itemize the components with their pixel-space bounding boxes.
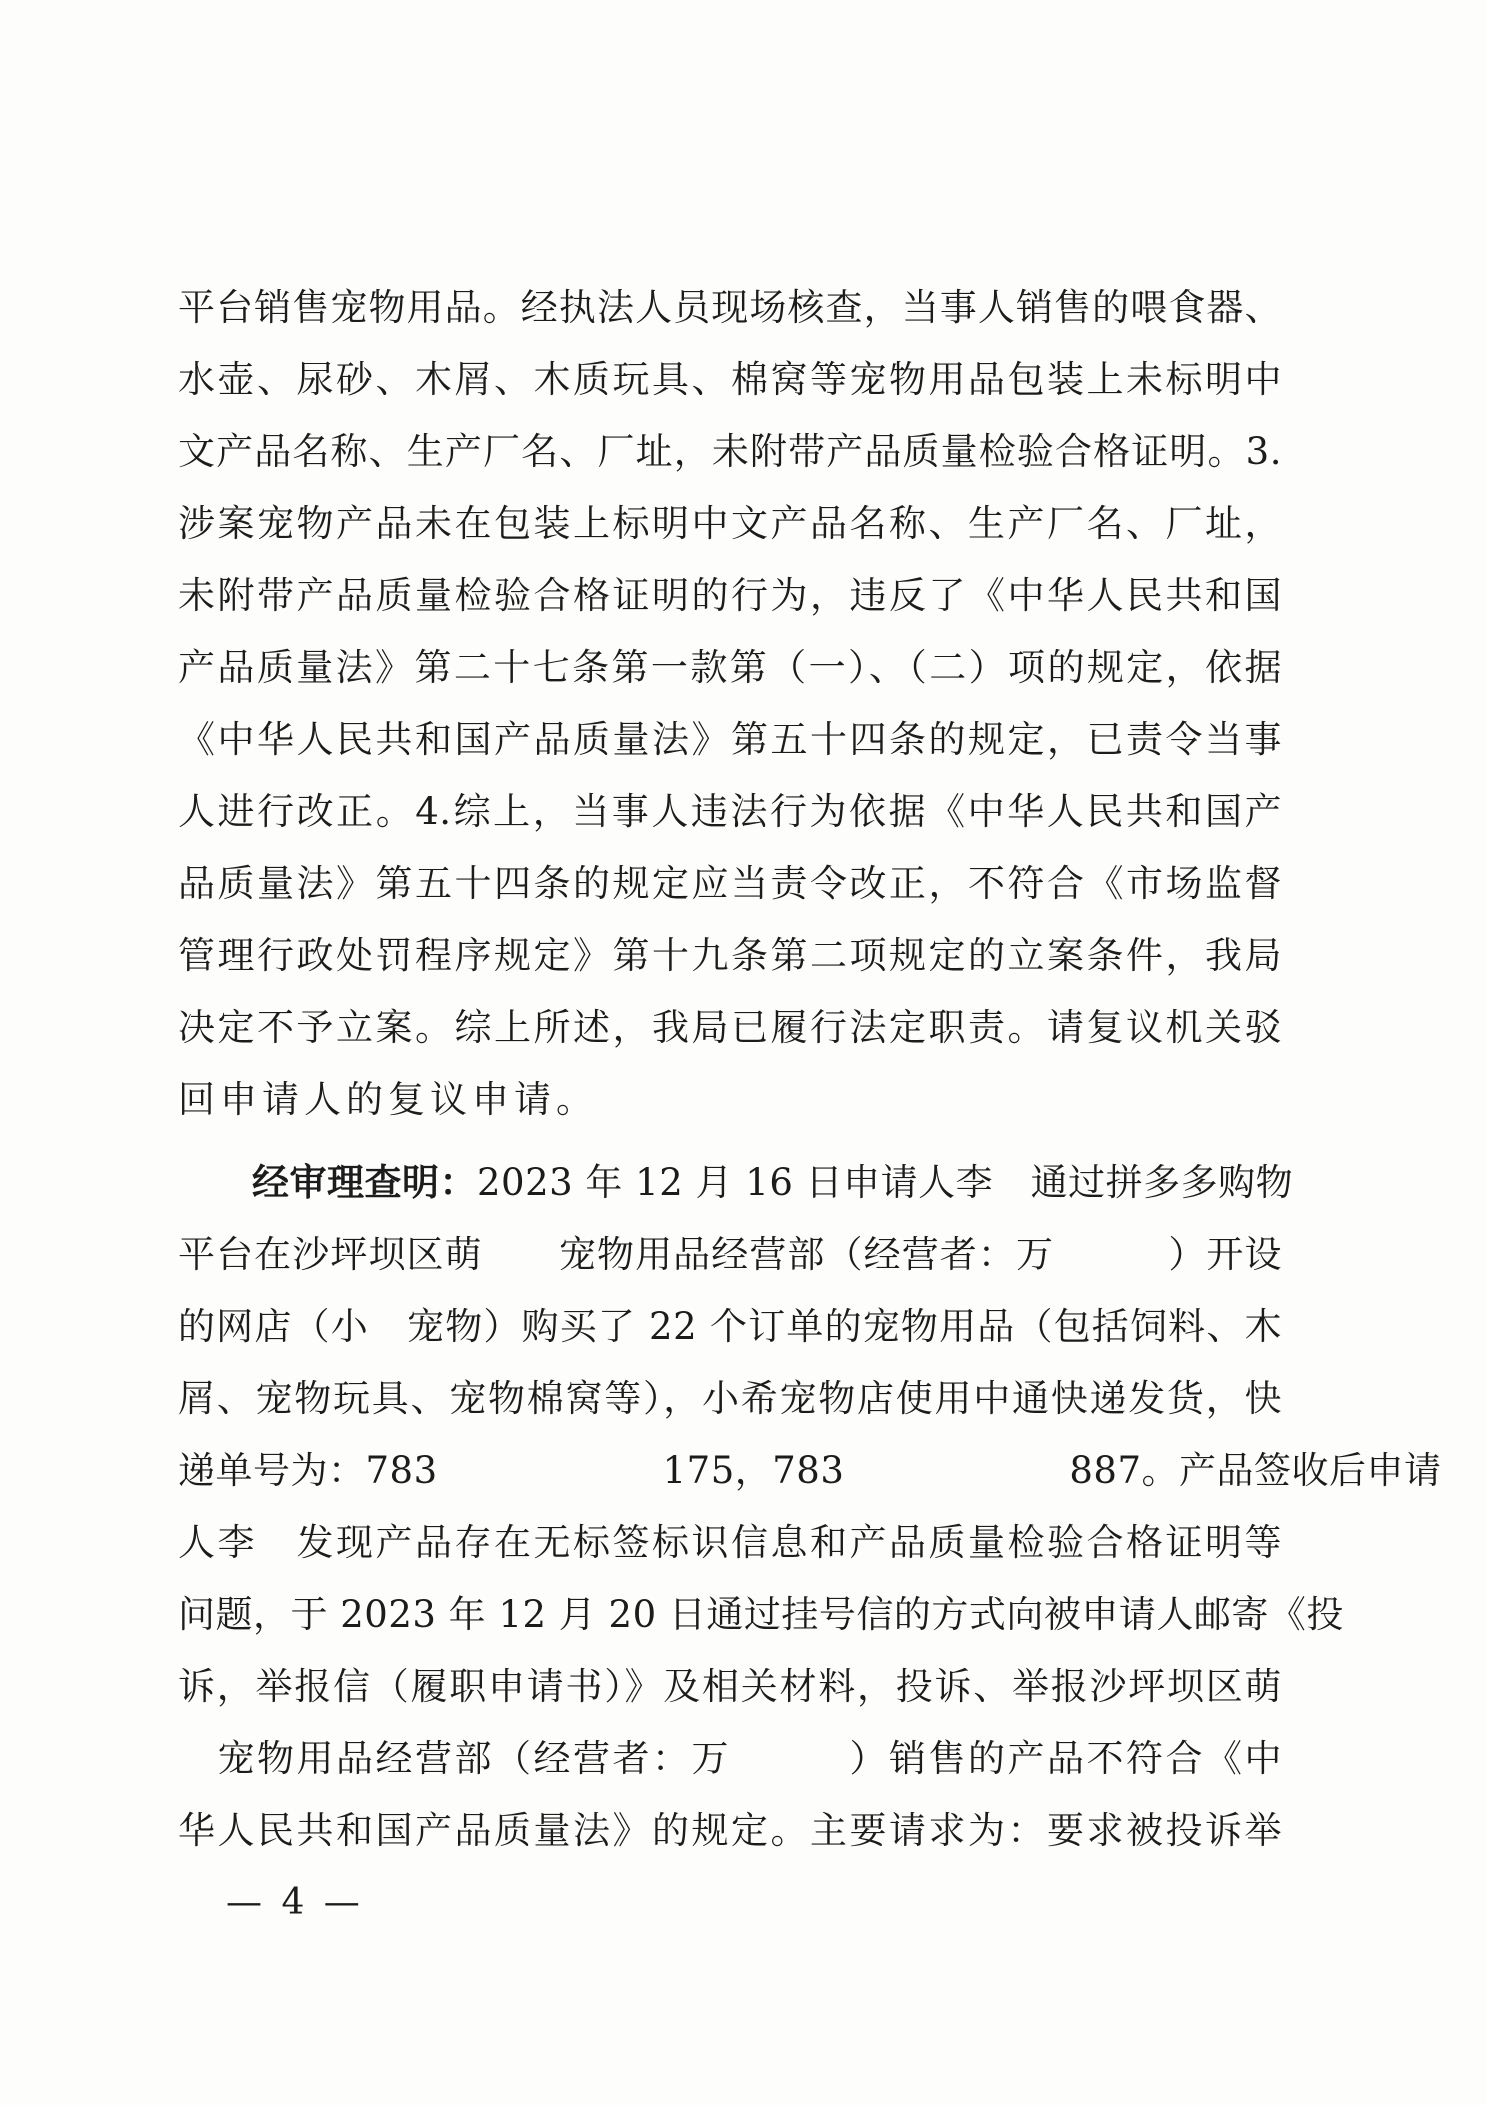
text-line: 回申请人的复议申请。 (178, 1078, 598, 1121)
finding-line: 诉，举报信（履职申请书）》及相关材料，投诉、举报沙坪坝区萌 (178, 1665, 1282, 1708)
text-line: 管理行政处罚程序规定》第十九条第二项规定的立案条件，我局 (178, 934, 1282, 977)
text-line: 决定不予立案。综上所述，我局已履行法定职责。请复议机关驳 (178, 1006, 1282, 1049)
text-line: 产品质量法》第二十七条第一款第（一）、（二）项的规定，依据 (178, 646, 1282, 689)
text-line: 未附带产品质量检验合格证明的行为，违反了《中华人民共和国 (178, 574, 1282, 617)
document-body (178, 272, 1442, 1867)
text-line: 水壶、尿砂、木屑、木质玩具、棉窝等宠物用品包装上未标明中 (178, 358, 1282, 401)
finding-line: 的网店（小 宠物）购买了 22 个订单的宠物用品（包括饲料、木 (178, 1305, 1282, 1348)
finding-line: 人李 发现产品存在无标签标识信息和产品质量检验合格证明等 (178, 1521, 1282, 1564)
text-line: 文产品名称、生产厂名、厂址，未附带产品质量检验合格证明。3. (178, 430, 1282, 473)
finding-line: 华人民共和国产品质量法》的规定。主要请求为：要求被投诉举 (178, 1809, 1282, 1852)
page-number: — 4 — (226, 1882, 364, 1923)
finding-lead: 经审理查明： (252, 1161, 477, 1204)
text-line: 平台销售宠物用品。经执法人员现场核查，当事人销售的喂食器、 (178, 286, 1282, 329)
text-line: 涉案宠物产品未在包装上标明中文产品名称、生产厂名、厂址， (178, 502, 1282, 545)
finding-line: 递单号为：783 175，783 887。产品签收后申请 (178, 1449, 1442, 1492)
finding-paragraph-first-line (178, 1147, 1294, 1219)
finding-line: 问题，于 2023 年 12 月 20 日通过挂号信的方式向被申请人邮寄《投 (178, 1593, 1344, 1636)
finding-line: 平台在沙坪坝区萌 宠物用品经营部（经营者：万 ）开设 (178, 1233, 1282, 1276)
finding-line: 宠物用品经营部（经营者：万 ）销售的产品不符合《中 (178, 1737, 1282, 1780)
text-line: 品质量法》第五十四条的规定应当责令改正，不符合《市场监督 (178, 862, 1282, 905)
finding-line: 屑、宠物玩具、宠物棉窝等），小希宠物店使用中通快递发货，快 (178, 1377, 1282, 1420)
text-line: 人进行改正。4.综上，当事人违法行为依据《中华人民共和国产 (178, 790, 1282, 833)
text-line: 《中华人民共和国产品质量法》第五十四条的规定，已责令当事 (178, 718, 1282, 761)
finding-line: 2023 年 12 月 16 日申请人李 通过拼多多购物 (477, 1161, 1294, 1204)
